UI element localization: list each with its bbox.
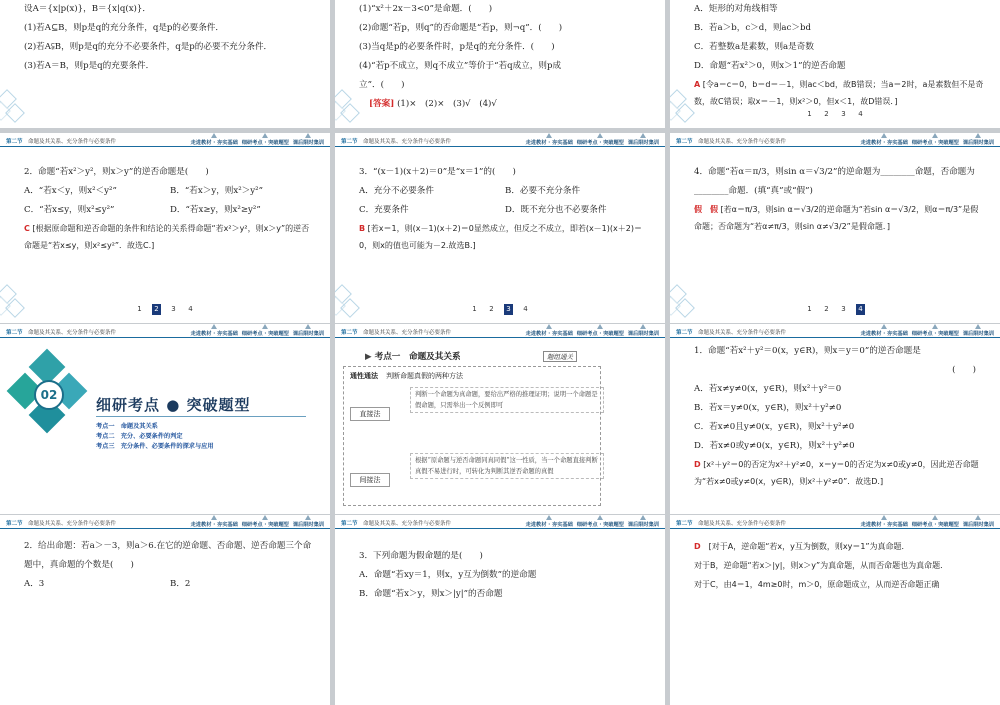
slide-header xyxy=(335,515,665,529)
answer-label: [答案] xyxy=(369,99,395,109)
nav-basics-link[interactable]: 走进教材 · 夯实基础 xyxy=(861,515,908,529)
slide-header xyxy=(670,133,1000,147)
page-3-button[interactable]: 3 xyxy=(841,305,846,313)
option-b: B．必要不充分条件 xyxy=(505,186,581,196)
section-number-emblem xyxy=(12,354,84,426)
option-a: A．“若x＜y，则x²＜y²” xyxy=(24,186,117,196)
header-nav xyxy=(191,133,324,147)
header-nav xyxy=(526,324,659,338)
page-2-button[interactable]: 2 xyxy=(824,305,829,313)
option-a: A．充分不必要条件 xyxy=(359,186,434,196)
page-2-button[interactable]: 2 xyxy=(824,110,829,118)
header-nav xyxy=(191,324,324,338)
slide-header xyxy=(670,515,1000,529)
nav-basics-link[interactable]: 走进教材 · 夯实基础 xyxy=(526,133,573,147)
slide-topic1-answer-3[interactable] xyxy=(670,515,1000,705)
pager xyxy=(0,304,330,315)
slide-method[interactable] xyxy=(335,324,665,514)
nav-practice-link[interactable]: 课后限时集训 xyxy=(963,133,994,147)
nav-basics-link[interactable]: 走进教材 · 夯实基础 xyxy=(861,324,908,338)
header-section: 第二节 命题及其关系、充分条件与必要条件 xyxy=(676,521,787,527)
diamond-decoration-icon xyxy=(670,90,704,124)
slide-header xyxy=(0,133,330,147)
slide-body xyxy=(694,342,986,490)
explanation-line-2: 对于B，逆命题“若x＞|y|，则x＞y”为真命题，从而否命题也为真命题． xyxy=(694,561,949,570)
slide-body xyxy=(359,0,651,114)
method-header: 通性通法 判断命题真假的两种方法 xyxy=(350,371,463,380)
answer-line xyxy=(359,95,651,114)
page-4-button[interactable]: 4 xyxy=(856,304,865,315)
text-line: (1)“x²＋2x－3<0”是命题．( ) xyxy=(359,4,493,14)
nav-topics-link[interactable]: 细研考点 · 突破题型 xyxy=(912,324,959,338)
diamond-decoration-icon xyxy=(335,285,369,319)
option-b: B．若x＝y≠0(x，y∈R)，则x²＋y²≠0 xyxy=(694,403,842,413)
text-line: (3)当q是p的必要条件时，p是q的充分条件．( ) xyxy=(359,42,555,52)
option: B．若a＞b，c＞d，则ac＞bd xyxy=(694,23,811,33)
slide-topic1-question-2[interactable] xyxy=(0,515,330,705)
slide-body xyxy=(694,163,986,235)
explanation xyxy=(24,220,316,254)
option-c: C．充要条件 xyxy=(359,205,409,215)
option-d: D．“若x≥y，则x²≥y²” xyxy=(170,205,261,215)
question-text: 3．下列命题为假命题的是( ) xyxy=(359,551,483,561)
nav-practice-link[interactable]: 课后限时集训 xyxy=(293,133,324,147)
diamond-decoration-icon xyxy=(0,285,34,319)
slide-header xyxy=(0,324,330,338)
option-d: D．既不充分也不必要条件 xyxy=(505,205,607,215)
explanation-text: [若x＝1，则(x－1)(x＋2)＝0显然成立，但反之不成立，即若(x－1)(x＋2)＝0，则x的值也可能为－2.故选B.] xyxy=(359,224,642,250)
text-line: 设A＝{x|p(x)}，B＝{x|q(x)}． xyxy=(24,4,151,14)
slide-body xyxy=(359,547,651,604)
nav-basics-link[interactable]: 走进教材 · 夯实基础 xyxy=(191,133,238,147)
page-4-button[interactable]: 4 xyxy=(188,305,193,313)
topic-tag: 题组通关 xyxy=(543,351,577,362)
header-section: 第二节 命题及其关系、充分条件与必要条件 xyxy=(676,139,787,145)
slide-body xyxy=(24,0,316,76)
text-line: (2)命题“若p，则q”的否命题是“若p，则¬q”．( ) xyxy=(359,23,563,33)
section-number: 02 xyxy=(34,380,64,410)
question-text: 1．命题“若x²＋y²＝0(x，y∈R)，则x＝y＝0”的逆否命题是 xyxy=(694,346,921,356)
nav-topics-link[interactable]: 细研考点 · 突破题型 xyxy=(912,133,959,147)
play-icon: ▶ xyxy=(365,352,372,362)
slide-header xyxy=(670,324,1000,338)
nav-practice-link[interactable]: 课后限时集训 xyxy=(293,324,324,338)
header-section: 第二节 命题及其关系、充分条件与必要条件 xyxy=(6,330,117,336)
page-1-button[interactable]: 1 xyxy=(137,305,142,313)
header-section: 第二节 命题及其关系、充分条件与必要条件 xyxy=(6,139,117,145)
explanation xyxy=(359,220,651,254)
page-2-button[interactable]: 2 xyxy=(489,305,494,313)
nav-topics-link[interactable]: 细研考点 · 突破题型 xyxy=(242,324,289,338)
text-line: (4)“若p不成立，则q不成立”等价于“若q成立，则p成 xyxy=(359,61,562,71)
page-2-button[interactable]: 2 xyxy=(152,304,161,315)
text-line: (2)若A⫋B，则p是q的充分不必要条件，q是p的必要不充分条件． xyxy=(24,42,273,52)
option-d: D．若x≠0或y≠0(x，y∈R)，则x²＋y²≠0 xyxy=(694,441,855,451)
method-indirect-label: 间接法 xyxy=(350,473,390,487)
slide-header xyxy=(335,133,665,147)
method-box xyxy=(343,366,601,506)
header-section: 第二节 命题及其关系、充分条件与必要条件 xyxy=(341,521,452,527)
header-section: 第二节 命题及其关系、充分条件与必要条件 xyxy=(341,330,452,336)
answer-text: (1)× (2)× (3)√ (4)√ xyxy=(397,99,497,109)
header-nav xyxy=(861,133,994,147)
header-nav xyxy=(526,133,659,147)
topic-heading: ▶ 考点一 命题及其关系 xyxy=(365,352,461,362)
option-a: A．3 xyxy=(24,579,45,589)
slide-section-title[interactable] xyxy=(0,324,330,514)
topic-link-2[interactable]: 考点二 充分、必要条件的判定 xyxy=(96,433,183,440)
page-4-button[interactable]: 4 xyxy=(523,305,528,313)
option-b: B．“若x＞y，则x²＞y²” xyxy=(170,186,263,196)
method-direct-desc: 判断一个命题为真命题，要给出严格的推理证明；说明一个命题是假命题，只需举出一个反例即可 xyxy=(410,387,604,413)
slide-true-false[interactable] xyxy=(335,0,665,128)
slide-header xyxy=(335,324,665,338)
diamond-decoration-icon xyxy=(0,90,34,124)
answer: C xyxy=(24,224,30,233)
nav-practice-link[interactable]: 课后限时集训 xyxy=(963,515,994,529)
header-nav xyxy=(861,515,994,529)
question-text: 4．命题“若α＝π/3，则sin α＝√3/2”的逆命题为________命题，否命题为________命题．(填“真”或“假”) xyxy=(694,167,975,196)
nav-practice-link[interactable]: 课后限时集训 xyxy=(628,133,659,147)
slide-question-3[interactable] xyxy=(335,133,665,323)
text-line: 立”．( ) xyxy=(359,80,405,90)
header-section: 第二节 命题及其关系、充分条件与必要条件 xyxy=(676,330,787,336)
page-4-button[interactable]: 4 xyxy=(858,110,863,118)
slide-question-1-options[interactable] xyxy=(670,0,1000,128)
slide-topic1-question-1[interactable] xyxy=(670,324,1000,514)
answer: A xyxy=(694,80,701,89)
page-3-button[interactable]: 3 xyxy=(171,305,176,313)
header-section: 第二节 命题及其关系、充分条件与必要条件 xyxy=(341,139,452,145)
nav-practice-link[interactable]: 课后限时集训 xyxy=(628,515,659,529)
answer: 假 假 xyxy=(694,205,718,214)
nav-basics-link[interactable]: 走进教材 · 夯实基础 xyxy=(526,515,573,529)
answer: D xyxy=(694,460,701,469)
slide-body xyxy=(24,163,316,254)
option-c: C．“若x≤y，则x²≤y²” xyxy=(24,205,115,215)
nav-topics-link[interactable]: 细研考点 · 突破题型 xyxy=(577,133,624,147)
header-nav xyxy=(861,324,994,338)
answer: D xyxy=(694,542,701,551)
nav-topics-link[interactable]: 细研考点 · 突破题型 xyxy=(242,133,289,147)
page-1-button[interactable]: 1 xyxy=(472,305,477,313)
question-text: 2．命题“若x²＞y²，则x＞y”的逆否命题是( ) xyxy=(24,167,209,177)
options xyxy=(24,182,316,220)
option: C．若整数a是素数，则a是奇数 xyxy=(694,42,814,52)
page-1-button[interactable]: 1 xyxy=(807,110,812,118)
pager xyxy=(670,109,1000,120)
explanation-text: [令a＝c＝0，b＝d＝－1，则ac＜bd，故B错误；当a＝2时，a是素数但不是奇数，故C错误；取x＝－1，则x²＞0，但x＜1，故D错误．] xyxy=(694,80,984,106)
section-topic-list xyxy=(96,422,214,452)
explanation xyxy=(694,201,986,235)
explanation-line-1: D [对于A，逆命题“若x，y互为倒数，则xy＝1”为真命题． xyxy=(694,542,910,551)
nav-practice-link[interactable]: 课后限时集训 xyxy=(293,515,324,529)
topic-link-1[interactable]: 考点一 命题及其关系 xyxy=(96,423,158,430)
option-a: A．命题“若xy＝1，则x，y互为倒数”的逆命题 xyxy=(359,570,537,580)
explanation-text: [若α＝π/3，则sin α＝√3/2的逆命题为“若sin α＝√3/2，则α＝π/3”是假命题；否命题为“若α≠π/3，则sin α≠√3/2”是假命题．] xyxy=(694,205,979,231)
explanation-text: [x²＋y²＝0的否定为x²＋y²≠0，x＝y＝0的否定为x≠0或y≠0，因此逆否命题为“若x≠0或y≠0(x，y∈R)，则x²＋y²≠0”．故选D.] xyxy=(694,460,979,486)
answer: B xyxy=(359,224,366,233)
page-1-button[interactable]: 1 xyxy=(807,305,812,313)
options xyxy=(24,575,316,594)
slide-question-4[interactable] xyxy=(670,133,1000,323)
explanation xyxy=(694,76,986,110)
method-direct-label: 直接法 xyxy=(350,407,390,421)
explanation-line-3: 对于C，由4＝1，4m≥0时，m＞0，原命题成立，从而逆否命题正确 xyxy=(694,580,940,589)
option-c: C．若x≠0且y≠0(x，y∈R)，则x²＋y²≠0 xyxy=(694,422,855,432)
answer-paren: ( ) xyxy=(952,365,976,375)
slide-header xyxy=(0,515,330,529)
slide-body xyxy=(694,537,986,594)
explanation xyxy=(694,456,986,490)
topic-link-3[interactable]: 考点三 充分条件、必要条件的探求与应用 xyxy=(96,443,214,450)
slide-body xyxy=(694,0,986,110)
header-nav xyxy=(526,515,659,529)
diamond-decoration-icon xyxy=(335,90,369,124)
slide-topic1-question-3[interactable] xyxy=(335,515,665,705)
text-line: (3)若A＝B，则p是q的充要条件． xyxy=(24,61,155,71)
option: A．矩形的对角线相等 xyxy=(694,4,778,14)
section-title: 细研考点 ● 突破题型 xyxy=(96,396,251,414)
option: D．命题“若x²＞0，则x＞1”的逆否命题 xyxy=(694,61,846,71)
nav-practice-link[interactable]: 课后限时集训 xyxy=(963,324,994,338)
nav-topics-link[interactable]: 细研考点 · 突破题型 xyxy=(577,324,624,338)
diamond-decoration-icon xyxy=(670,285,704,319)
nav-basics-link[interactable]: 走进教材 · 夯实基础 xyxy=(526,324,573,338)
option-b: B．命题“若x＞y，则x＞|y|”的否命题 xyxy=(359,589,503,599)
nav-basics-link[interactable]: 走进教材 · 夯实基础 xyxy=(191,324,238,338)
title-divider xyxy=(96,416,306,417)
nav-basics-link[interactable]: 走进教材 · 夯实基础 xyxy=(861,133,908,147)
nav-topics-link[interactable]: 细研考点 · 突破题型 xyxy=(577,515,624,529)
page-3-button[interactable]: 3 xyxy=(504,304,513,315)
nav-basics-link[interactable]: 走进教材 · 夯实基础 xyxy=(191,515,238,529)
nav-topics-link[interactable]: 细研考点 · 突破题型 xyxy=(912,515,959,529)
slide-body xyxy=(24,537,316,594)
nav-practice-link[interactable]: 课后限时集训 xyxy=(628,324,659,338)
options xyxy=(359,182,651,220)
question-text: 2．给出命题：若a＞－3，则a＞6.在它的逆命题、否命题、逆否命题三个命题中，真命题的个数是( ) xyxy=(24,541,312,570)
question-text: 3．“(x－1)(x＋2)＝0”是“x＝1”的( ) xyxy=(359,167,516,177)
slide-body xyxy=(359,163,651,254)
slide-question-2[interactable] xyxy=(0,133,330,323)
nav-topics-link[interactable]: 细研考点 · 突破题型 xyxy=(242,515,289,529)
header-nav xyxy=(191,515,324,529)
option-a: A．若x≠y≠0(x，y∈R)，则x²＋y²＝0 xyxy=(694,384,842,394)
method-indirect-desc: 根据“原命题与逆否命题同真同假”这一性质，当一个命题直接判断真假不易进行时，可转化为判断其逆否命题的真假 xyxy=(410,453,604,479)
option-b: B．2 xyxy=(170,579,191,589)
slide-definition[interactable] xyxy=(0,0,330,128)
text-line: (1)若A⊆B，则p是q的充分条件，q是p的必要条件． xyxy=(24,23,224,33)
header-section: 第二节 命题及其关系、充分条件与必要条件 xyxy=(6,521,117,527)
page-3-button[interactable]: 3 xyxy=(841,110,846,118)
pager xyxy=(335,304,665,315)
pager xyxy=(670,304,1000,315)
explanation-text: [根据原命题和逆否命题的条件和结论的关系得命题“若x²＞y²，则x＞y”的逆否命题是“若x≤y，则x²≤y²”．故选C.] xyxy=(24,224,310,250)
